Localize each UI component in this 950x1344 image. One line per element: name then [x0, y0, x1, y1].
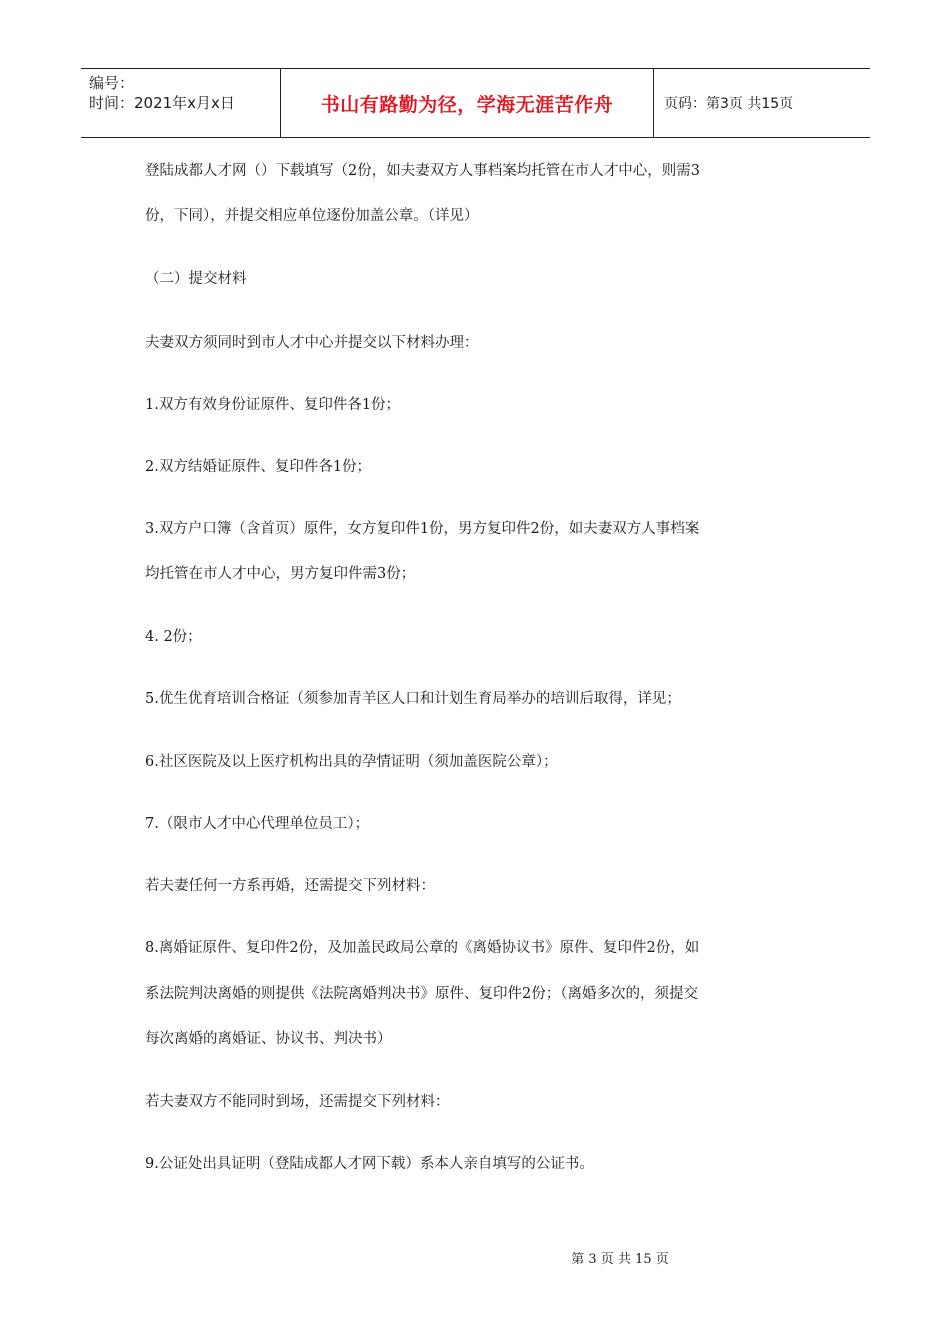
list-item-continued: 系法院判决离婚的则提供《法院离婚判决书》原件、复印件2份；（离婚多次的，须提交: [145, 986, 698, 1002]
body-line: 若夫妻任何一方系再婚，还需提交下列材料：: [145, 878, 435, 894]
body-line: 登陆成都人才网（）下载填写（2份，如夫妻双方人事档案均托管在市人才中心，则需3: [145, 163, 700, 179]
list-item-continued: 均托管在市人才中心，男方复印件需3份；: [145, 566, 416, 582]
list-item: 8.离婚证原件、复印件2份，及加盖民政局公章的《离婚协议书》原件、复印件2份，如: [145, 940, 700, 956]
page-footer: 第 3 页 共 15 页: [571, 1252, 669, 1267]
list-item: 6.社区医院及以上医疗机构出具的孕情证明（须加盖医院公章）；: [145, 754, 558, 770]
list-item: 3.双方户口簿（含首页）原件，女方复印件1份，男方复印件2份，如夫妻双方人事档案: [145, 521, 700, 537]
list-item: 2.双方结婚证原件、复印件各1份；: [145, 459, 372, 475]
list-item: 5.优生优育培训合格证（须参加青羊区人口和计划生育局举办的培训后取得，详见；: [145, 691, 681, 707]
list-item: 7.（限市人才中心代理单位员工）；: [145, 816, 370, 832]
page-header: [81, 68, 870, 138]
list-item: 4. 2份；: [145, 629, 202, 645]
header-motto: 书山有路勤为径，学海无涯苦作舟: [281, 69, 654, 137]
list-item: 1.双方有效身份证原件、复印件各1份；: [145, 397, 401, 413]
body-line: 份，下同），并提交相应单位逐份加盖公章。（详见）: [145, 208, 479, 224]
document-number-label: 编号：: [89, 74, 135, 92]
document-time-label: 时间：2021年x月x日: [89, 94, 235, 112]
list-item: 9.公证处出具证明（登陆成都人才网下载）系本人亲自填写的公证书。: [145, 1156, 594, 1172]
body-line: 若夫妻双方不能同时到场，还需提交下列材料：: [145, 1094, 450, 1110]
list-item-continued: 每次离婚的离婚证、协议书、判决书）: [145, 1031, 392, 1047]
section-heading: （二）提交材料: [145, 271, 247, 287]
header-page-number: 页码：第3页 共15页: [664, 96, 794, 112]
body-line: 夫妻双方须同时到市人才中心并提交以下材料办理：: [145, 335, 479, 351]
header-meta: [81, 69, 281, 137]
